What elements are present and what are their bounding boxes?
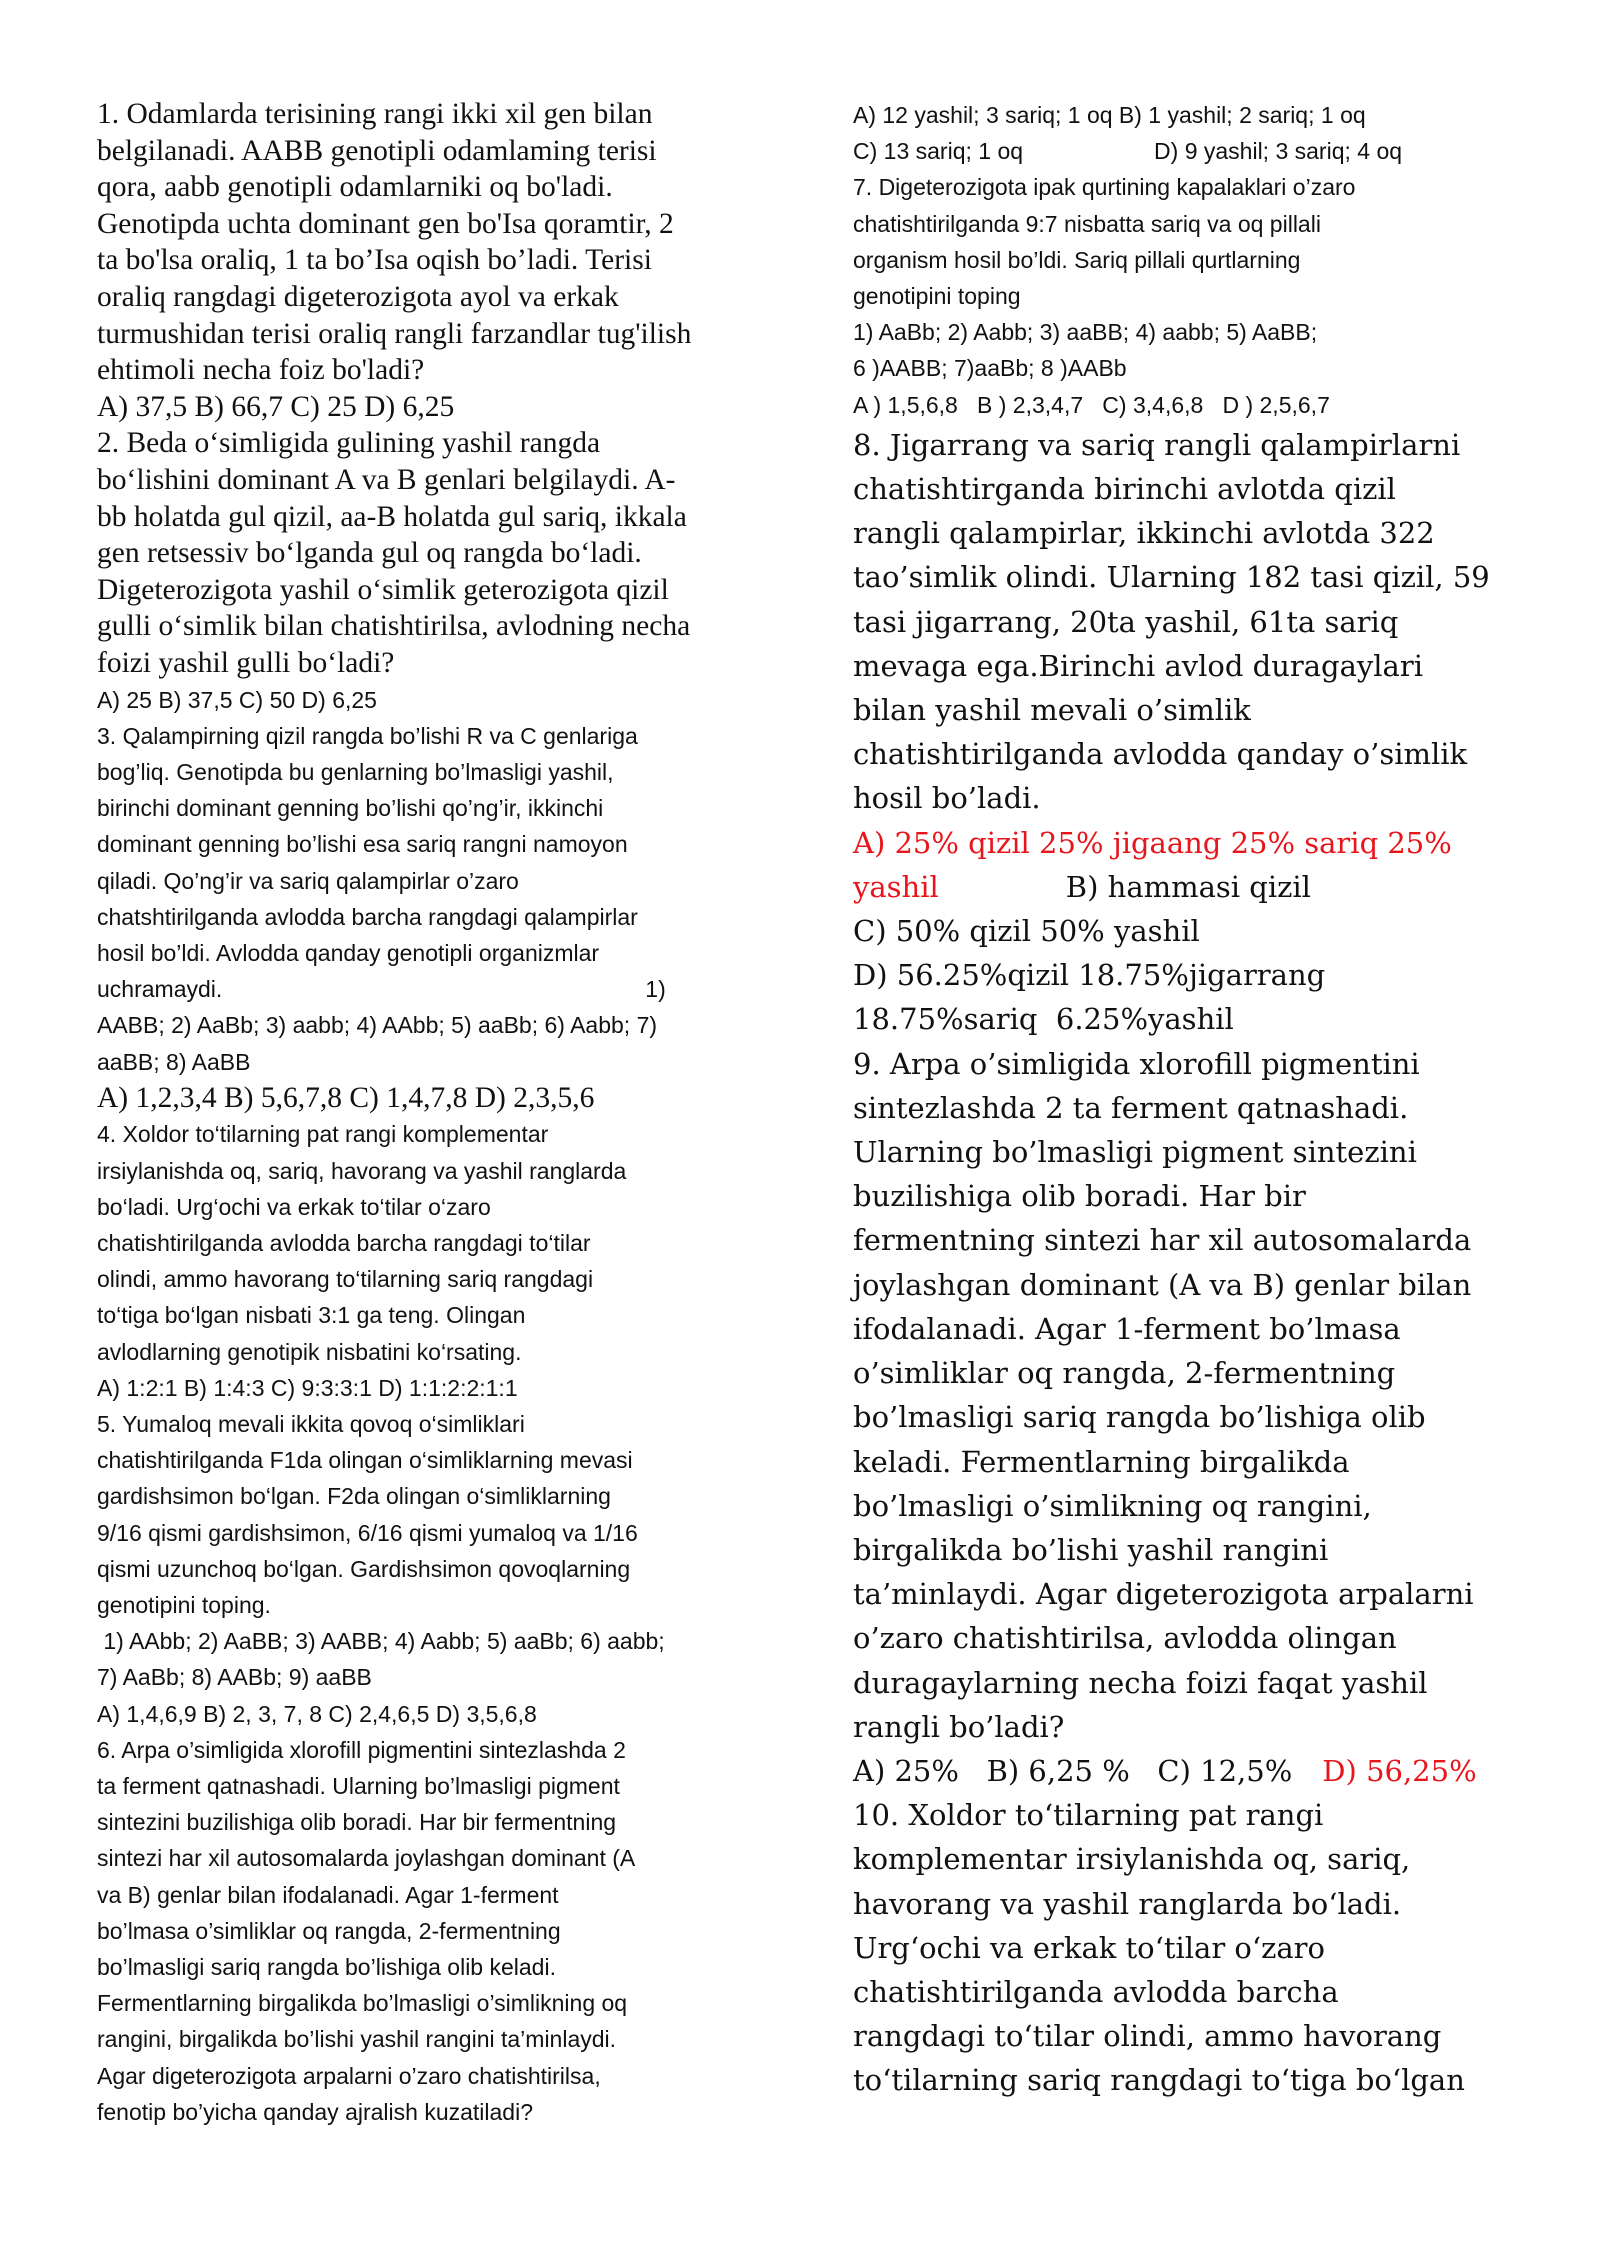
text-line: keladi. Fermentlarning birgalikda <box>853 1444 1350 1479</box>
text-line: ehtimoli necha foiz bo'ladi? <box>97 354 425 387</box>
text-line: o’zaro chatishtirilsa, avlodda olingan <box>853 1621 1397 1656</box>
answer-line: A ) 1,5,6,8 B ) 2,3,4,7 C) 3,4,6,8 D ) 2,5,6,7 <box>853 391 1330 418</box>
answer-line <box>853 1749 1523 1793</box>
text-line: hosil bo’ldi. Avlodda qanday genotipli organizmlar <box>97 939 600 966</box>
text-line: Digeterozigota yashil o‘simlik geterozigota qizil <box>97 573 669 606</box>
question-9-text <box>853 1042 1523 1793</box>
question-6-answers <box>853 97 1523 169</box>
text-line: chatishtirganda birinchi avlotda qizil <box>853 472 1396 507</box>
text-line: irsiylanishda oq, sariq, havorang va yashil ranglarda <box>97 1157 627 1184</box>
correct-answer-d: D) 56,25% <box>1322 1753 1477 1788</box>
text-line: 7) AaBb; 8) AABb; 9) aaBB <box>97 1664 372 1691</box>
text-line: ta bo'lsa oraliq, 1 ta bo’Isa oqish bo’ladi. Terisi <box>97 244 652 277</box>
text-line: chatishtirilganda avlodda barcha rangdagi to‘tilar <box>97 1229 591 1256</box>
text-line: 10. Xoldor to‘tilarning pat rangi <box>853 1798 1324 1833</box>
question-8-text <box>853 423 1523 1042</box>
text-line: havorang va yashil ranglarda bo‘ladi. <box>853 1886 1402 1921</box>
text-line: bb holatda gul qizil, aa-B holatda gul sariq, ikkala <box>97 500 687 533</box>
text-line: aaBB; 8) AaBB <box>97 1048 251 1075</box>
text-line: 1) AaBb; 2) Aabb; 3) aaBB; 4) aabb; 5) AaBB; <box>853 319 1318 346</box>
text-line: 7. Digeterozigota ipak qurtining kapalaklari o’zaro <box>853 174 1356 201</box>
text-line: hosil bo’ladi. <box>853 781 1041 816</box>
text-line: gulli o‘simlik bilan chatishtirilsa, avlodning necha <box>97 610 691 643</box>
text-line: va B) genlar bilan ifodalanadi. Agar 1-ferment <box>97 1881 559 1908</box>
answer-b: B) hammasi qizil <box>1065 869 1311 904</box>
answer-line: A) 37,5 B) 66,7 C) 25 D) 6,25 <box>97 390 455 423</box>
answer-line <box>853 133 1523 169</box>
text-line: birgalikda bo’lishi yashil rangini <box>853 1532 1329 1567</box>
text-line: tao’simlik olindi. Ularning 182 tasi qizil, 59 <box>853 560 1490 595</box>
text-line: ta ferment qatnashadi. Ularning bo’lmasligi pigment <box>97 1772 620 1799</box>
answer-line: A) 25 B) 37,5 C) 50 D) 6,25 <box>97 686 377 713</box>
text-line: dominant genning bo’lishi esa sariq rangni namoyon <box>97 831 628 858</box>
text-line: avlodlarning genotipik nisbatini ko‘rsating. <box>97 1338 522 1365</box>
text-line: 1) AAbb; 2) AaBB; 3) AABB; 4) Aabb; 5) aaBb; 6) aabb; <box>97 1628 665 1655</box>
text-line: turmushidan terisi oraliq rangli farzandlar tug'ilish <box>97 317 692 350</box>
answer-line: A) 1:2:1 B) 1:4:3 C) 9:3:3:1 D) 1:1:2:2:1:1 <box>97 1374 518 1401</box>
text-line: genotipini toping. <box>97 1591 271 1618</box>
text-line: rangli qalampirlar, ikkinchi avlotda 322 <box>853 516 1435 551</box>
text-fragment: uchramaydi. <box>97 976 223 1003</box>
answer-d: D) 56.25%qizil 18.75%jigarrang <box>853 958 1326 993</box>
text-fragment: 1) <box>645 976 666 1003</box>
question-3-text <box>97 718 757 1080</box>
text-line: gardishsimon bo‘lgan. F2da olingan o‘simliklarning <box>97 1483 611 1510</box>
text-line: 4. Xoldor to‘tilarning pat rangi komplementar <box>97 1121 549 1148</box>
text-line: foizi yashil gulli bo‘ladi? <box>97 646 395 679</box>
text-line: tasi jigarrang, 20ta yashil, 61ta sariq <box>853 604 1399 639</box>
answer-d-cont: 18.75%sariq 6.25%yashil <box>853 1002 1234 1037</box>
text-line: 6 )AABB; 7)aaBb; 8 )AABb <box>853 355 1127 382</box>
text-line: genotipini toping <box>853 283 1021 310</box>
text-line: chatshtirilganda avlodda barcha rangdagi qalampirlar <box>97 903 638 930</box>
text-line: 9/16 qismi gardishsimon, 6/16 qismi yumaloq va 1/16 <box>97 1519 638 1546</box>
text-line: belgilanadi. AABB genotipli odamlaming terisi <box>97 134 657 167</box>
answer-line: A) 12 yashil; 3 sariq; 1 oq B) 1 yashil; 2 sariq; 1 oq <box>853 102 1366 128</box>
text-line: AABB; 2) AaBb; 3) aabb; 4) AAbb; 5) aaBb; 6) Aabb; 7) <box>97 1012 658 1039</box>
text-line: qora, aabb genotipli odamlarniki oq bo'ladi. <box>97 171 613 204</box>
question-6-text <box>97 1732 757 2130</box>
text-line: 1. Odamlarda terisining rangi ikki xil gen bilan <box>97 98 653 130</box>
text-line: organism hosil bo’ldi. Sariq pillali qurtlarning <box>853 246 1301 273</box>
question-3-answers <box>97 1080 757 1117</box>
text-line: bo’lmasligi sariq rangda bo’lishiga olib keladi. <box>97 1954 556 1980</box>
text-line: Agar digeterozigota arpalarni o’zaro chatishtirilsa, <box>97 2062 601 2089</box>
answer-d: D) 9 yashil; 3 sariq; 4 oq <box>1154 138 1403 165</box>
text-line: qiladi. Qo’ng’ir va sariq qalampirlar o’zaro <box>97 867 519 894</box>
text-line: Ularning bo’lmasligi pigment sintezini <box>853 1135 1417 1170</box>
text-line: sintezini buzilishiga olib boradi. Har bir fermentning <box>97 1809 617 1836</box>
answer-line: A) 1,4,6,9 B) 2, 3, 7, 8 C) 2,4,6,5 D) 3,5,6,8 <box>97 1700 537 1727</box>
text-line: bilan yashil mevali o’simlik <box>853 693 1251 728</box>
text-line: fenotip bo’yicha qanday ajralish kuzatiladi? <box>97 2098 534 2125</box>
text-line: to‘tilarning sariq rangdagi to‘tiga bo‘lgan <box>853 2063 1465 2098</box>
text-line: 9. Arpa o’simligida xlorofill pigmentini <box>853 1046 1420 1081</box>
text-line: bo‘lishini dominant A va B genlari belgilaydi. A- <box>97 463 676 496</box>
text-line: bo’lmasligi sariq rangda bo’lishiga olib <box>853 1400 1426 1435</box>
text-line: oraliq rangdagi digeterozigota ayol va erkak <box>97 280 619 313</box>
question-1-2-text <box>97 96 757 682</box>
question-10-text <box>853 1793 1523 2102</box>
answer-options: A) 25% B) 6,25 % C) 12,5% <box>853 1753 1293 1788</box>
text-line: gen retsessiv bo‘lganda gul oq rangda bo‘ladi. <box>97 537 642 570</box>
text-line: 6. Arpa o’simligida xlorofill pigmentini sintezlashda 2 <box>97 1736 626 1763</box>
text-line: fermentning sintezi har xil autosomalarda <box>853 1223 1472 1258</box>
question-4-text <box>97 1116 757 1406</box>
question-5-text <box>97 1406 757 1732</box>
text-line: komplementar irsiylanishda oq, sariq, <box>853 1842 1411 1877</box>
answer-c: C) 13 sariq; 1 oq <box>853 138 1024 165</box>
text-line: chatishtirilganda 9:7 nisbatta sariq va oq pillali <box>853 210 1321 237</box>
right-column <box>853 97 1523 2103</box>
text-line: Fermentlarning birgalikda bo’lmasligi o’simlikning oq <box>97 1990 628 2017</box>
text-line: joylashgan dominant (A va B) genlar bilan <box>853 1267 1472 1302</box>
text-line: chatishtirilganda avlodda qanday o’simlik <box>853 737 1468 772</box>
text-line: o’simliklar oq rangda, 2-fermentning <box>853 1356 1396 1391</box>
answer-line <box>853 865 1523 909</box>
text-line: buzilishiga olib boradi. Har bir <box>853 1179 1306 1214</box>
text-line <box>97 971 757 1007</box>
text-line: to‘tiga bo‘lgan nisbati 3:1 ga teng. Olingan <box>97 1302 526 1329</box>
text-line: bo’lmasligi o’simlikning oq rangini, <box>853 1488 1372 1523</box>
text-line: 2. Beda o‘simligida gulining yashil rangda <box>97 427 601 460</box>
text-line: sintezlashda 2 ta ferment qatnashadi. <box>853 1090 1409 1125</box>
text-line: 8. Jigarrang va sariq rangli qalampirlarni <box>853 427 1461 462</box>
text-line: chatishtirilganda F1da olingan o‘simliklarning mevasi <box>97 1447 633 1474</box>
correct-answer-a-cont: yashil <box>853 869 939 904</box>
question-2-answers <box>97 682 757 718</box>
text-line: duragaylarning necha foizi faqat yashil <box>853 1665 1428 1700</box>
question-7-text <box>853 169 1523 422</box>
text-line: rangini, birgalikda bo’lishi yashil rangini ta’minlaydi. <box>97 2026 617 2053</box>
text-line: birinchi dominant genning bo’lishi qo’ng’ir, ikkinchi <box>97 795 604 822</box>
text-line: bo’lmasa o’simliklar oq rangda, 2-fermentning <box>97 1917 561 1944</box>
text-line: qismi uzunchoq bo‘lgan. Gardishsimon qovoqlarning <box>97 1555 631 1582</box>
correct-answer-a: A) 25% qizil 25% jigaang 25% sariq 25% <box>853 825 1452 860</box>
text-line: olindi, ammo havorang to‘tilarning sariq rangdagi <box>97 1266 594 1293</box>
text-line: rangli bo’ladi? <box>853 1709 1065 1744</box>
answer-line: A) 1,2,3,4 B) 5,6,7,8 C) 1,4,7,8 D) 2,3,5,6 <box>97 1081 595 1114</box>
text-line: rangdagi to‘tilar olindi, ammo havorang <box>853 2019 1442 2054</box>
text-line: 3. Qalampirning qizil rangda bo’lishi R va C genlariga <box>97 722 638 749</box>
text-line: sintezi har xil autosomalarda joylashgan dominant (A <box>97 1845 636 1872</box>
left-column <box>97 96 757 2130</box>
text-line: bog’liq. Genotipda bu genlarning bo’lmasligi yashil, <box>97 758 614 785</box>
answer-c: C) 50% qizil 50% yashil <box>853 914 1200 949</box>
text-line: Urg‘ochi va erkak to‘tilar o‘zaro <box>853 1930 1326 1965</box>
text-line: ta’minlaydi. Agar digeterozigota arpalarni <box>853 1577 1474 1612</box>
text-line: ifodalanadi. Agar 1-ferment bo’lmasa <box>853 1311 1401 1346</box>
text-line: Genotipda uchta dominant gen bo'Isa qoramtir, 2 <box>97 207 674 240</box>
text-line: mevaga ega.Birinchi avlod duragaylari <box>853 648 1423 683</box>
text-line: bo‘ladi. Urg‘ochi va erkak to‘tilar o‘zaro <box>97 1193 491 1220</box>
text-line: 5. Yumaloq mevali ikkita qovoq o‘simliklari <box>97 1410 525 1437</box>
text-line: chatishtirilganda avlodda barcha <box>853 1974 1339 2009</box>
